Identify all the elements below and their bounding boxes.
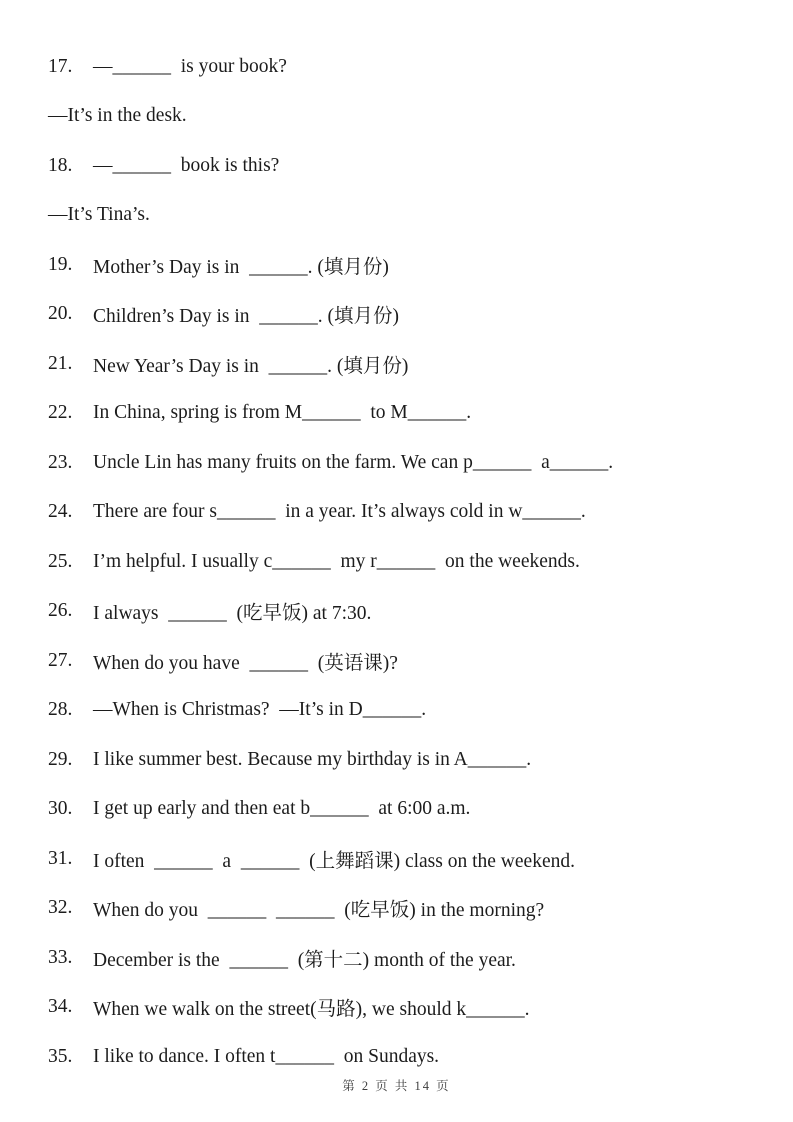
question-line (48, 240, 773, 290)
question-number: 24. (48, 501, 73, 523)
line-text: When we walk on the street(马路), we should k______. (93, 999, 530, 1021)
question-line (48, 290, 773, 340)
line-text: Children’s Day is in ______. (填月份) (93, 306, 400, 328)
line-text: In China, spring is from M______ to M______. (93, 402, 472, 424)
question-line (48, 735, 773, 785)
question-line (48, 636, 773, 686)
line-text: December is the ______ (第十二) month of the year. (93, 949, 516, 971)
question-number: 32. (48, 897, 73, 919)
line-text: I always ______ (吃早饭) at 7:30. (93, 603, 372, 625)
question-line (48, 1032, 773, 1082)
question-number: 19. (48, 253, 73, 275)
question-number: 31. (48, 847, 73, 869)
question-number: 33. (48, 946, 73, 968)
line-text: Mother’s Day is in ______. (填月份) (93, 256, 389, 278)
question-number: 29. (48, 748, 73, 770)
question-number: 28. (48, 699, 73, 721)
line-text: —It’s Tina’s. (48, 204, 150, 226)
line-text: I often ______ a ______ (上舞蹈课) class on the weekend. (93, 850, 575, 872)
line-text: I like to dance. I often t______ on Sundays. (93, 1045, 440, 1067)
line-text: I get up early and then eat b______ at 6:00 a.m. (93, 798, 471, 820)
question-line (48, 884, 773, 934)
question-number: 27. (48, 649, 73, 671)
question-line (48, 933, 773, 983)
question-number: 18. (48, 154, 73, 176)
line-text: I’m helpful. I usually c______ my r______ on the weekends. (93, 550, 580, 572)
line-text: —______ book is this? (93, 154, 280, 176)
question-number: 35. (48, 1045, 73, 1067)
question-line (48, 587, 773, 637)
line-text: New Year’s Day is in ______. (填月份) (93, 355, 409, 377)
line-text: I like summer best. Because my birthday is in A______. (93, 748, 532, 770)
line-text: When do you ______ ______ (吃早饭) in the morning? (93, 900, 545, 922)
answer-line (48, 191, 773, 241)
page-footer (0, 1076, 793, 1094)
question-number: 23. (48, 451, 73, 473)
question-line (48, 537, 773, 587)
question-line (48, 389, 773, 439)
question-number: 17. (48, 55, 73, 77)
question-line (48, 834, 773, 884)
line-text: When do you have ______ (英语课)? (93, 652, 398, 674)
question-number: 21. (48, 352, 73, 374)
answer-line (48, 92, 773, 142)
question-number: 34. (48, 996, 73, 1018)
question-line (48, 488, 773, 538)
question-line (48, 42, 773, 92)
question-number: 22. (48, 402, 73, 424)
question-list (48, 42, 773, 1082)
question-number: 25. (48, 550, 73, 572)
question-line (48, 983, 773, 1033)
line-text: —When is Christmas? —It’s in D______. (93, 699, 427, 721)
question-number: 30. (48, 798, 73, 820)
line-text: —It’s in the desk. (48, 105, 187, 127)
question-number: 26. (48, 600, 73, 622)
line-text: Uncle Lin has many fruits on the farm. We can p______ a______. (93, 451, 614, 473)
page-indicator: 第 2 页 共 14 页 (342, 1079, 451, 1093)
question-number: 20. (48, 303, 73, 325)
question-line (48, 438, 773, 488)
question-line (48, 686, 773, 736)
question-line (48, 141, 773, 191)
line-text: —______ is your book? (93, 55, 287, 77)
question-line (48, 785, 773, 835)
line-text: There are four s______ in a year. It’s always cold in w______. (93, 501, 586, 523)
question-line (48, 339, 773, 389)
